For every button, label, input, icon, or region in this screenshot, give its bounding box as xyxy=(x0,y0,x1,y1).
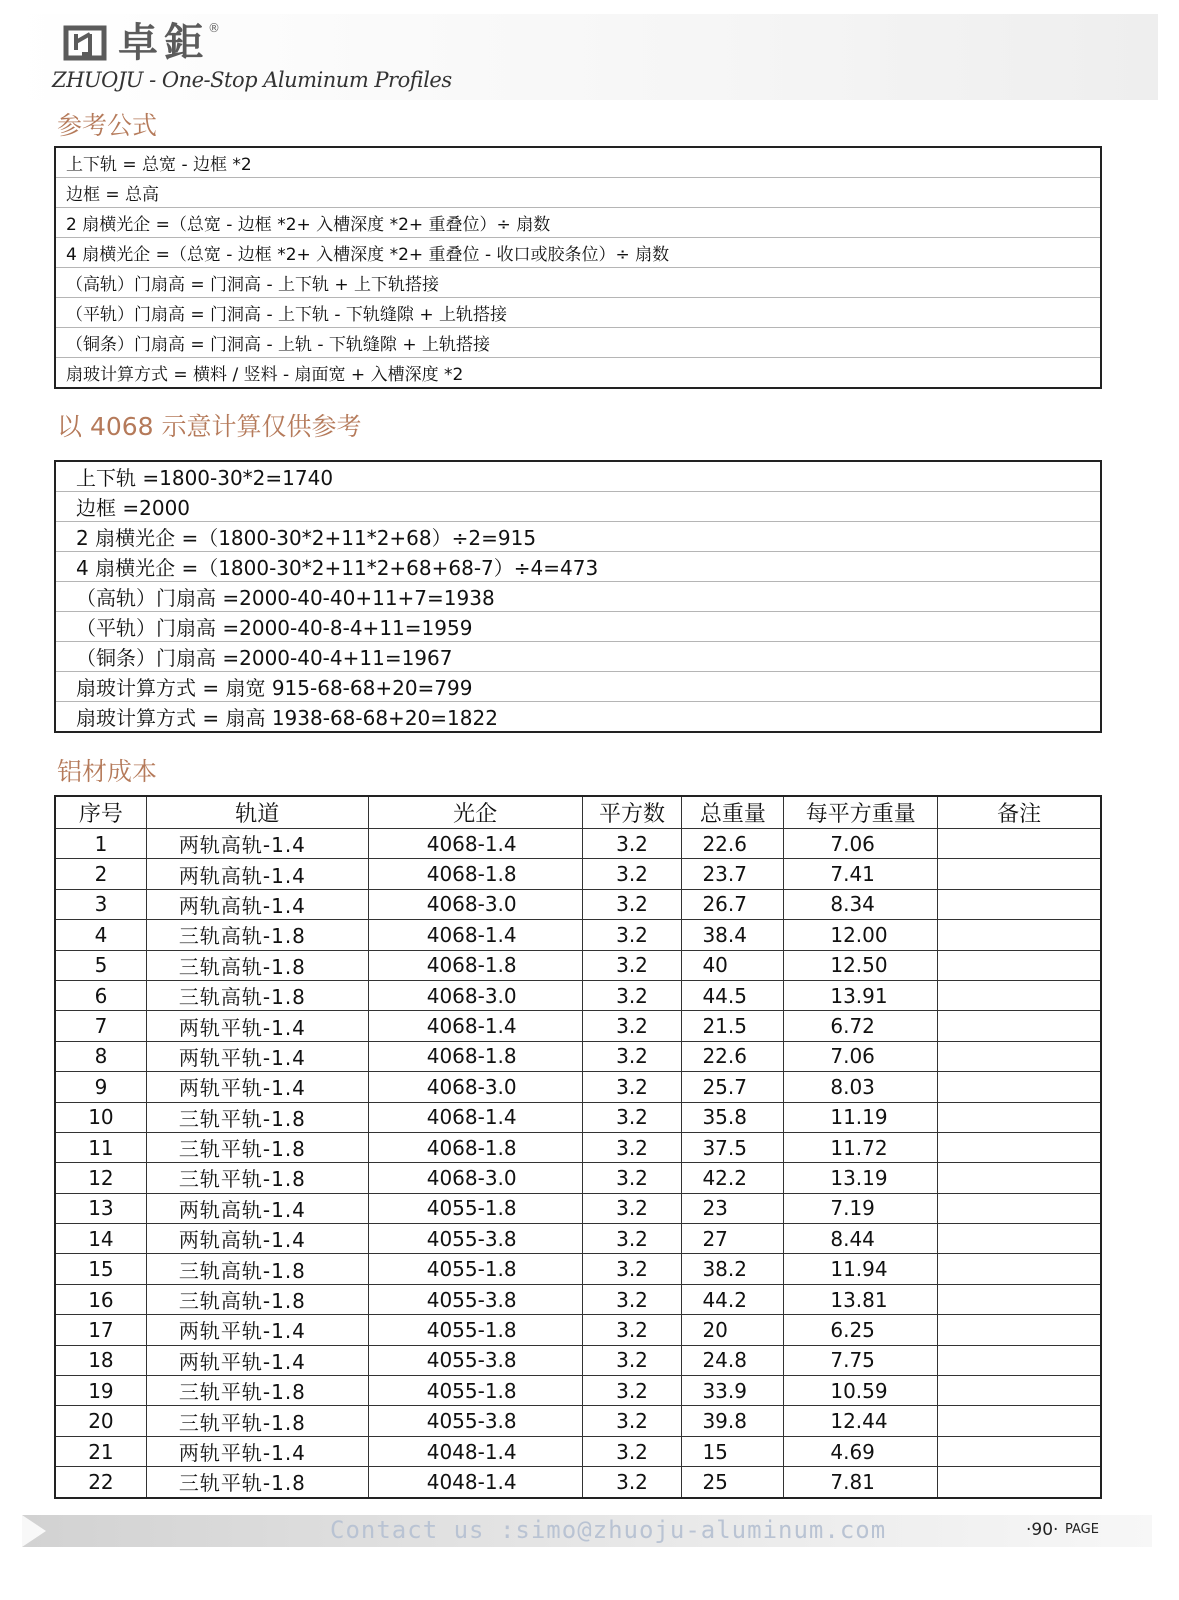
table-cell: 15 xyxy=(56,1254,147,1284)
table-cell: 两轨平轨-1.4 xyxy=(146,1345,368,1375)
example-cell: （高轨）门扇高 =2000-40-40+11+7=1938 xyxy=(56,582,1101,612)
table-cell: 4068-3.0 xyxy=(368,980,582,1010)
example-row xyxy=(56,492,1101,522)
table-row xyxy=(56,1436,1101,1466)
table-cell: 两轨平轨-1.4 xyxy=(146,1041,368,1071)
formula-cell: （铜条）门扇高 = 门洞高 - 上轨 - 下轨缝隙 + 上轨搭接 xyxy=(56,328,1101,358)
table-cell: 10 xyxy=(56,1102,147,1132)
example-row xyxy=(56,702,1101,732)
table-row xyxy=(56,1406,1101,1436)
formula-row xyxy=(56,298,1101,328)
table-cell: 7 xyxy=(56,1011,147,1041)
table-cell: 8 xyxy=(56,1041,147,1071)
table-cell xyxy=(938,1345,1101,1375)
table-cell: 44.2 xyxy=(682,1284,784,1314)
table-row xyxy=(56,1254,1101,1284)
table-row xyxy=(56,1072,1101,1102)
column-header: 每平方重量 xyxy=(784,797,938,829)
table-cell: 11.19 xyxy=(784,1102,938,1132)
table-cell: 4068-1.8 xyxy=(368,1041,582,1071)
example-row xyxy=(56,642,1101,672)
table-row xyxy=(56,1224,1101,1254)
table-cell: 7.81 xyxy=(784,1467,938,1497)
table-cell: 三轨高轨-1.8 xyxy=(146,950,368,980)
table-cell xyxy=(938,1224,1101,1254)
table-cell: 3.2 xyxy=(582,1011,682,1041)
table-cell: 38.2 xyxy=(682,1254,784,1284)
table-cell: 13.81 xyxy=(784,1284,938,1314)
table-row xyxy=(56,859,1101,889)
example-cell: 4 扇横光企 =（1800-30*2+11*2+68+68-7）÷4=473 xyxy=(56,552,1101,582)
table-cell xyxy=(938,1467,1101,1497)
table-row xyxy=(56,1132,1101,1162)
table-cell: 4068-1.8 xyxy=(368,1132,582,1162)
example-cell: 扇玻计算方式 = 扇高 1938-68-68+20=1822 xyxy=(56,702,1101,732)
table-cell: 22.6 xyxy=(682,829,784,859)
table-cell: 12 xyxy=(56,1163,147,1193)
table-cell: 两轨高轨-1.4 xyxy=(146,1193,368,1223)
example-cell: （平轨）门扇高 =2000-40-8-4+11=1959 xyxy=(56,612,1101,642)
chevron-right-icon xyxy=(22,1515,46,1547)
table-cell: 6.25 xyxy=(784,1315,938,1345)
table-cell: 3.2 xyxy=(582,1224,682,1254)
table-cell xyxy=(938,980,1101,1010)
table-cell: 10.59 xyxy=(784,1376,938,1406)
table-cell: 15 xyxy=(682,1436,784,1466)
table-cell: 4.69 xyxy=(784,1436,938,1466)
brand-logo xyxy=(60,20,220,66)
table-cell: 3.2 xyxy=(582,1406,682,1436)
example-cell: （铜条）门扇高 =2000-40-4+11=1967 xyxy=(56,642,1101,672)
table-cell: 4068-1.8 xyxy=(368,950,582,980)
table-cell: 18 xyxy=(56,1345,147,1375)
formula-cell: 2 扇横光企 =（总宽 - 边框 *2+ 入槽深度 *2+ 重叠位）÷ 扇数 xyxy=(56,208,1101,238)
section-title-formulas: 参考公式 xyxy=(57,111,158,140)
table-cell: 3.2 xyxy=(582,889,682,919)
page-label: PAGE xyxy=(1065,1522,1099,1537)
table-cell: 4068-1.8 xyxy=(368,859,582,889)
table-cell: 三轨平轨-1.8 xyxy=(146,1132,368,1162)
table-cell xyxy=(938,920,1101,950)
table-row xyxy=(56,1193,1101,1223)
table-cell: 三轨平轨-1.8 xyxy=(146,1406,368,1436)
formula-row xyxy=(56,328,1101,358)
table-cell: 9 xyxy=(56,1072,147,1102)
cost-table-header-row xyxy=(56,797,1101,829)
table-cell: 3.2 xyxy=(582,1041,682,1071)
formula-cell: 边框 = 总高 xyxy=(56,178,1101,208)
table-cell: 3.2 xyxy=(582,950,682,980)
table-cell xyxy=(938,1284,1101,1314)
table-cell: 3.2 xyxy=(582,1436,682,1466)
table-row xyxy=(56,1041,1101,1071)
table-cell xyxy=(938,1132,1101,1162)
table-cell: 23 xyxy=(682,1193,784,1223)
table-row xyxy=(56,829,1101,859)
table-cell: 三轨高轨-1.8 xyxy=(146,1254,368,1284)
table-cell: 两轨平轨-1.4 xyxy=(146,1011,368,1041)
table-cell: 4055-1.8 xyxy=(368,1193,582,1223)
table-row xyxy=(56,1163,1101,1193)
table-row xyxy=(56,1467,1101,1497)
table-cell: 两轨高轨-1.4 xyxy=(146,829,368,859)
table-cell xyxy=(938,1102,1101,1132)
table-row xyxy=(56,1102,1101,1132)
table-cell: 三轨平轨-1.8 xyxy=(146,1102,368,1132)
table-cell: 6 xyxy=(56,980,147,1010)
table-cell xyxy=(938,1041,1101,1071)
table-cell: 三轨平轨-1.8 xyxy=(146,1163,368,1193)
table-row xyxy=(56,1345,1101,1375)
table-cell: 三轨高轨-1.8 xyxy=(146,920,368,950)
table-cell: 4055-3.8 xyxy=(368,1406,582,1436)
zhuoju-logo-icon xyxy=(60,20,112,64)
table-cell: 8.44 xyxy=(784,1224,938,1254)
table-cell: 5 xyxy=(56,950,147,980)
table-cell: 3.2 xyxy=(582,1345,682,1375)
table-cell: 11.94 xyxy=(784,1254,938,1284)
example-row xyxy=(56,552,1101,582)
table-row xyxy=(56,1315,1101,1345)
table-cell xyxy=(938,1072,1101,1102)
formula-row xyxy=(56,238,1101,268)
table-cell: 4055-3.8 xyxy=(368,1345,582,1375)
table-row xyxy=(56,1284,1101,1314)
table-cell: 4068-1.4 xyxy=(368,829,582,859)
table-cell: 三轨高轨-1.8 xyxy=(146,980,368,1010)
table-cell: 两轨高轨-1.4 xyxy=(146,889,368,919)
table-cell: 4055-1.8 xyxy=(368,1376,582,1406)
table-cell: 33.9 xyxy=(682,1376,784,1406)
table-cell: 3.2 xyxy=(582,920,682,950)
table-cell: 21 xyxy=(56,1436,147,1466)
table-cell: 4055-1.8 xyxy=(368,1254,582,1284)
table-cell: 4068-3.0 xyxy=(368,1072,582,1102)
table-cell: 12.00 xyxy=(784,920,938,950)
table-cell xyxy=(938,1163,1101,1193)
formula-cell: 4 扇横光企 =（总宽 - 边框 *2+ 入槽深度 *2+ 重叠位 - 收口或胶条位）÷ 扇数 xyxy=(56,238,1101,268)
table-row xyxy=(56,1011,1101,1041)
formula-table xyxy=(55,147,1101,388)
table-cell: 16 xyxy=(56,1284,147,1314)
table-cell xyxy=(938,1254,1101,1284)
table-cell: 三轨平轨-1.8 xyxy=(146,1467,368,1497)
formula-cell: （平轨）门扇高 = 门洞高 - 上下轨 - 下轨缝隙 + 上轨搭接 xyxy=(56,298,1101,328)
table-cell: 4048-1.4 xyxy=(368,1467,582,1497)
table-cell: 4048-1.4 xyxy=(368,1436,582,1466)
table-cell: 19 xyxy=(56,1376,147,1406)
table-cell: 两轨平轨-1.4 xyxy=(146,1315,368,1345)
cost-table xyxy=(55,796,1101,1498)
table-row xyxy=(56,950,1101,980)
table-cell: 3 xyxy=(56,889,147,919)
cost-table-body xyxy=(56,829,1101,1498)
table-cell: 两轨高轨-1.4 xyxy=(146,1224,368,1254)
table-cell: 3.2 xyxy=(582,1102,682,1132)
example-table xyxy=(55,461,1101,732)
table-cell: 4068-1.4 xyxy=(368,920,582,950)
table-cell: 4055-3.8 xyxy=(368,1224,582,1254)
example-row xyxy=(56,582,1101,612)
formula-cell: 扇玻计算方式 = 横料 / 竖料 - 扇面宽 + 入槽深度 *2 xyxy=(56,358,1101,388)
table-cell: 25.7 xyxy=(682,1072,784,1102)
table-cell: 三轨平轨-1.8 xyxy=(146,1376,368,1406)
table-cell xyxy=(938,1436,1101,1466)
table-cell: 24.8 xyxy=(682,1345,784,1375)
formula-row xyxy=(56,358,1101,388)
table-cell: 3.2 xyxy=(582,1315,682,1345)
table-cell: 2 xyxy=(56,859,147,889)
example-cell: 扇玻计算方式 = 扇宽 915-68-68+20=799 xyxy=(56,672,1101,702)
table-cell: 3.2 xyxy=(582,1132,682,1162)
table-cell: 4055-3.8 xyxy=(368,1284,582,1314)
formula-row xyxy=(56,148,1101,178)
table-cell: 21.5 xyxy=(682,1011,784,1041)
table-cell: 4068-3.0 xyxy=(368,1163,582,1193)
formula-cell: 上下轨 = 总宽 - 边框 *2 xyxy=(56,148,1101,178)
table-cell: 13.19 xyxy=(784,1163,938,1193)
table-cell: 3.2 xyxy=(582,1376,682,1406)
table-cell: 7.41 xyxy=(784,859,938,889)
table-cell xyxy=(938,950,1101,980)
column-header: 总重量 xyxy=(682,797,784,829)
formula-row xyxy=(56,178,1101,208)
table-cell xyxy=(938,1315,1101,1345)
table-cell: 两轨平轨-1.4 xyxy=(146,1436,368,1466)
table-row xyxy=(56,980,1101,1010)
table-cell xyxy=(938,1011,1101,1041)
table-cell: 3.2 xyxy=(582,980,682,1010)
table-cell: 44.5 xyxy=(682,980,784,1010)
example-cell: 边框 =2000 xyxy=(56,492,1101,522)
example-cell: 上下轨 =1800-30*2=1740 xyxy=(56,462,1101,492)
table-cell: 37.5 xyxy=(682,1132,784,1162)
table-cell: 6.72 xyxy=(784,1011,938,1041)
example-row xyxy=(56,612,1101,642)
example-row xyxy=(56,672,1101,702)
table-cell: 12.50 xyxy=(784,950,938,980)
column-header: 序号 xyxy=(56,797,147,829)
table-cell: 8.34 xyxy=(784,889,938,919)
table-cell: 13 xyxy=(56,1193,147,1223)
example-row xyxy=(56,522,1101,552)
table-cell: 22.6 xyxy=(682,1041,784,1071)
table-row xyxy=(56,889,1101,919)
table-cell xyxy=(938,889,1101,919)
formula-cell: （高轨）门扇高 = 门洞高 - 上下轨 + 上下轨搭接 xyxy=(56,268,1101,298)
table-cell: 4068-3.0 xyxy=(368,889,582,919)
table-cell: 3.2 xyxy=(582,1072,682,1102)
table-cell: 12.44 xyxy=(784,1406,938,1436)
table-cell: 7.06 xyxy=(784,1041,938,1071)
example-row xyxy=(56,462,1101,492)
brand-tagline: ZHUOJU - One-Stop Aluminum Profiles xyxy=(52,68,452,92)
example-cell: 2 扇横光企 =（1800-30*2+11*2+68）÷2=915 xyxy=(56,522,1101,552)
table-cell: 4055-1.8 xyxy=(368,1315,582,1345)
column-header: 平方数 xyxy=(582,797,682,829)
table-cell: 17 xyxy=(56,1315,147,1345)
table-cell: 13.91 xyxy=(784,980,938,1010)
section-title-example: 以 4068 示意计算仅供参考 xyxy=(57,412,362,441)
table-cell: 20 xyxy=(56,1406,147,1436)
table-cell: 23.7 xyxy=(682,859,784,889)
table-row xyxy=(56,1376,1101,1406)
table-cell: 27 xyxy=(682,1224,784,1254)
table-cell: 4 xyxy=(56,920,147,950)
contact-email: Contact us :simo@zhuoju-aluminum.com xyxy=(330,1516,887,1544)
table-row xyxy=(56,920,1101,950)
table-cell: 3.2 xyxy=(582,1254,682,1284)
table-cell: 26.7 xyxy=(682,889,784,919)
table-cell: 4068-1.4 xyxy=(368,1102,582,1132)
table-cell: 11 xyxy=(56,1132,147,1162)
table-cell: 39.8 xyxy=(682,1406,784,1436)
table-cell: 22 xyxy=(56,1467,147,1497)
table-cell: 4068-1.4 xyxy=(368,1011,582,1041)
table-cell: 1 xyxy=(56,829,147,859)
table-cell: 40 xyxy=(682,950,784,980)
page-number: ·90· xyxy=(1026,1520,1059,1540)
table-cell: 7.06 xyxy=(784,829,938,859)
table-cell: 11.72 xyxy=(784,1132,938,1162)
table-cell: 7.19 xyxy=(784,1193,938,1223)
table-cell: 两轨高轨-1.4 xyxy=(146,859,368,889)
table-cell xyxy=(938,829,1101,859)
table-cell xyxy=(938,1193,1101,1223)
table-cell: 14 xyxy=(56,1224,147,1254)
table-cell: 20 xyxy=(682,1315,784,1345)
formula-row xyxy=(56,208,1101,238)
table-cell: 3.2 xyxy=(582,1467,682,1497)
brand-name: 卓鉅 xyxy=(118,20,210,66)
table-cell xyxy=(938,1376,1101,1406)
table-cell: 两轨平轨-1.4 xyxy=(146,1072,368,1102)
formula-row xyxy=(56,268,1101,298)
table-cell: 42.2 xyxy=(682,1163,784,1193)
registered-mark: ® xyxy=(208,21,220,35)
table-cell: 3.2 xyxy=(582,1163,682,1193)
column-header: 轨道 xyxy=(146,797,368,829)
table-cell: 35.8 xyxy=(682,1102,784,1132)
table-cell: 3.2 xyxy=(582,1193,682,1223)
table-cell: 3.2 xyxy=(582,859,682,889)
table-cell xyxy=(938,859,1101,889)
table-cell: 38.4 xyxy=(682,920,784,950)
column-header: 光企 xyxy=(368,797,582,829)
table-cell: 7.75 xyxy=(784,1345,938,1375)
table-cell xyxy=(938,1406,1101,1436)
table-cell: 8.03 xyxy=(784,1072,938,1102)
column-header: 备注 xyxy=(938,797,1101,829)
table-cell: 25 xyxy=(682,1467,784,1497)
table-cell: 三轨高轨-1.8 xyxy=(146,1284,368,1314)
table-cell: 3.2 xyxy=(582,1284,682,1314)
table-cell: 3.2 xyxy=(582,829,682,859)
section-title-cost: 铝材成本 xyxy=(57,757,158,786)
